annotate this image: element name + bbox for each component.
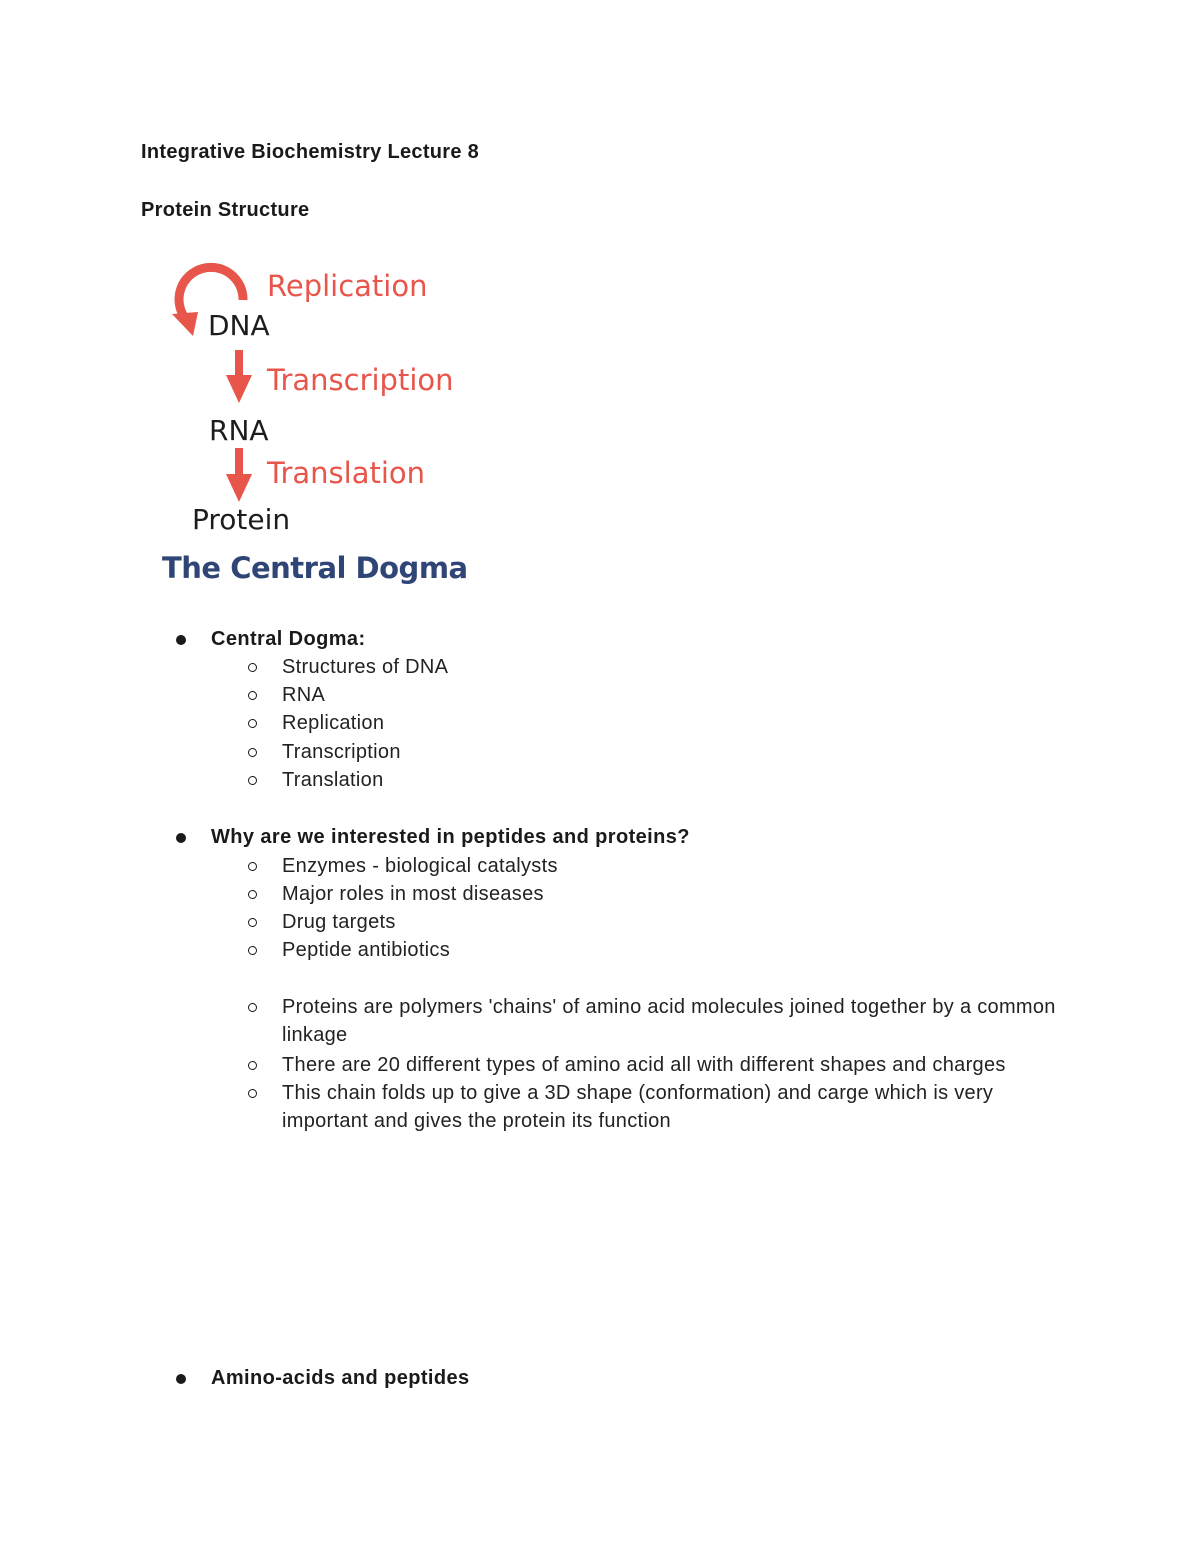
list-item: RNA bbox=[282, 684, 326, 706]
list-item: Peptide antibiotics bbox=[282, 939, 451, 961]
list-item: There are 20 different types of amino acid all with different shapes and charges bbox=[282, 1054, 1006, 1076]
hollow-bullet-icon bbox=[248, 1003, 257, 1012]
replication-label: Replication bbox=[267, 269, 428, 303]
hollow-bullet-icon bbox=[248, 748, 257, 757]
bullet-icon bbox=[176, 1374, 186, 1384]
hollow-bullet-icon bbox=[248, 719, 257, 728]
hollow-bullet-icon bbox=[248, 663, 257, 672]
list-item: Structures of DNA bbox=[282, 656, 449, 678]
list-item: This chain folds up to give a 3D shape (conformation) and carge which is very important and gives the protein its function bbox=[282, 1082, 994, 1132]
transcription-arrowhead-icon bbox=[226, 375, 252, 403]
hollow-bullet-icon bbox=[248, 918, 257, 927]
list-item: Proteins are polymers 'chains' of amino acid molecules joined together by a common linkage bbox=[282, 996, 1056, 1046]
central-dogma-figure bbox=[155, 250, 468, 595]
translation-label: Translation bbox=[267, 456, 426, 490]
hollow-bullet-icon bbox=[248, 1061, 257, 1070]
hollow-bullet-icon bbox=[248, 691, 257, 700]
hollow-bullet-icon bbox=[248, 862, 257, 871]
translation-arrow-icon bbox=[235, 448, 243, 476]
replication-arrowhead-icon bbox=[172, 312, 198, 336]
list-item: Replication bbox=[282, 712, 385, 734]
rna-label: RNA bbox=[209, 414, 269, 447]
transcription-arrow-icon bbox=[235, 350, 243, 378]
list-item: Drug targets bbox=[282, 911, 396, 933]
document-subtitle: Protein Structure bbox=[141, 199, 310, 221]
protein-label: Protein bbox=[192, 503, 291, 536]
hollow-bullet-icon bbox=[248, 946, 257, 955]
hollow-bullet-icon bbox=[248, 890, 257, 899]
list-item: Transcription bbox=[282, 741, 401, 763]
bullet-icon bbox=[176, 833, 186, 843]
hollow-bullet-icon bbox=[248, 1089, 257, 1098]
transcription-label: Transcription bbox=[267, 363, 454, 397]
translation-arrowhead-icon bbox=[226, 474, 252, 502]
dna-label: DNA bbox=[208, 309, 270, 342]
section-heading-why-interested: Why are we interested in peptides and proteins? bbox=[211, 826, 690, 848]
section-heading-central-dogma: Central Dogma: bbox=[211, 628, 366, 650]
hollow-bullet-icon bbox=[248, 776, 257, 785]
list-item: Enzymes - biological catalysts bbox=[282, 855, 558, 877]
list-item: Major roles in most diseases bbox=[282, 883, 544, 905]
figure-caption: The Central Dogma bbox=[162, 551, 468, 585]
bullet-icon bbox=[176, 635, 186, 645]
document-title: Integrative Biochemistry Lecture 8 bbox=[141, 141, 480, 163]
section-heading-amino-acids: Amino-acids and peptides bbox=[211, 1367, 470, 1389]
list-item: Translation bbox=[282, 769, 384, 791]
